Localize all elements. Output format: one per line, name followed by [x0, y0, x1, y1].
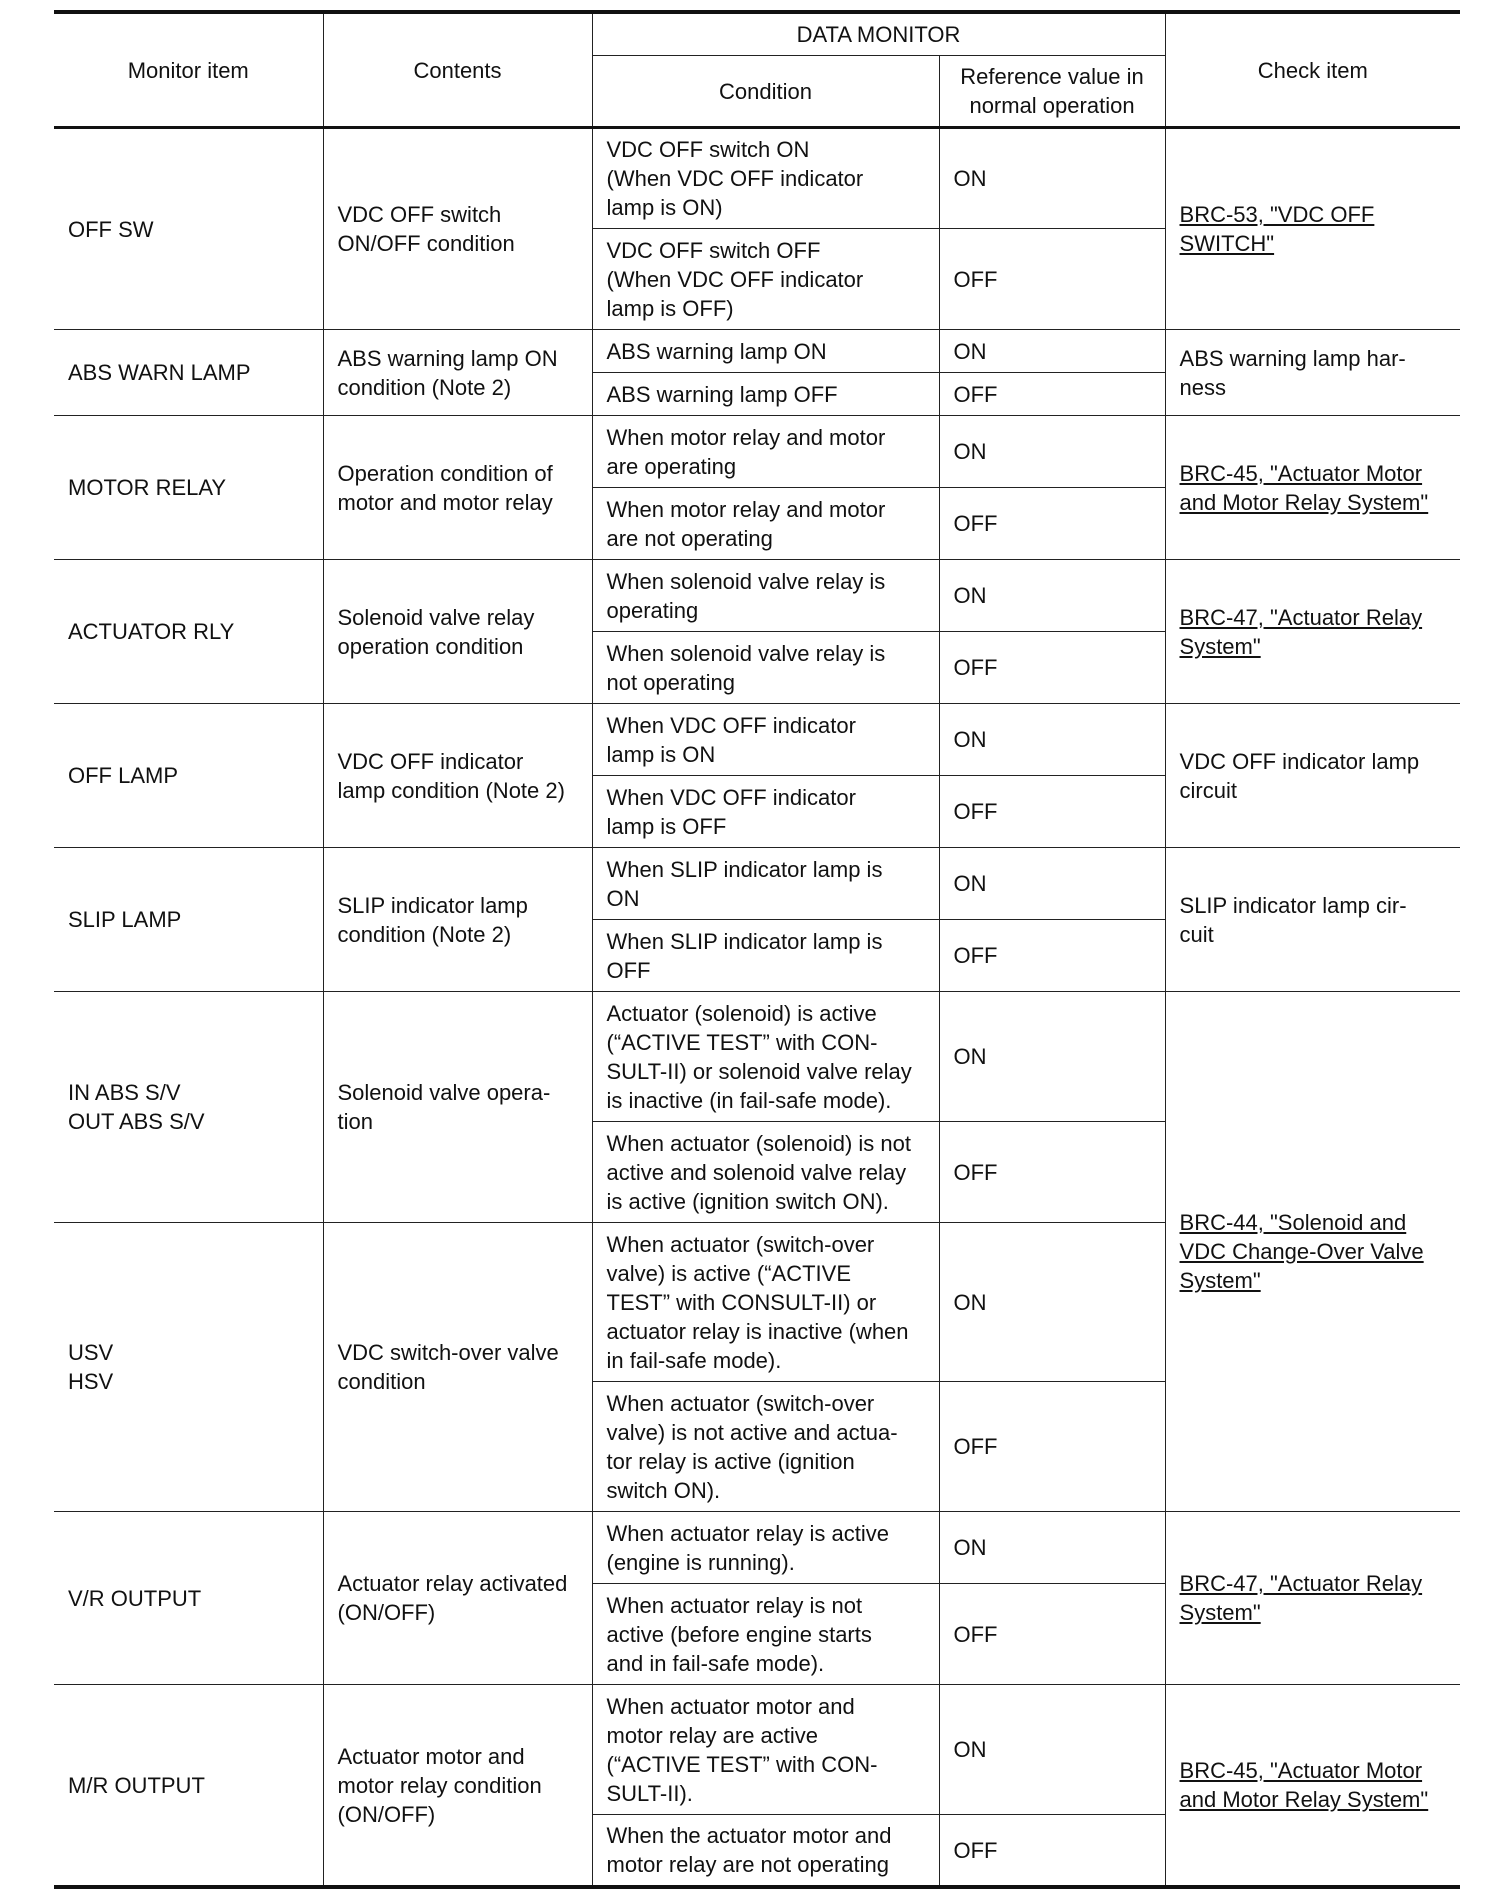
check-item: SLIP indicator lamp cir- cuit	[1165, 848, 1460, 992]
contents: VDC switch-over valve condition	[323, 1223, 592, 1512]
reference-on: ON	[939, 416, 1165, 488]
header-contents: Contents	[323, 12, 592, 128]
check-item-link[interactable]	[1165, 128, 1460, 330]
monitor-item: USV HSV	[54, 1223, 323, 1512]
reference-on: ON	[939, 1512, 1165, 1584]
condition-on: Actuator (solenoid) is active (“ACTIVE TEST” with CON- SULT-II) or solenoid valve relay is inactive (in fail-safe mode).	[592, 992, 939, 1122]
check-link-text[interactable]: BRC-53, "VDC OFF SWITCH"	[1179, 202, 1375, 256]
condition-on: VDC OFF switch ON (When VDC OFF indicator lamp is ON)	[592, 128, 939, 229]
reference-on: ON	[939, 848, 1165, 920]
monitor-item: ACTUATOR RLY	[54, 560, 323, 704]
monitor-item: V/R OUTPUT	[54, 1512, 323, 1685]
reference-off: OFF	[939, 632, 1165, 704]
header-monitor-item: Monitor item	[54, 12, 323, 128]
header-condition: Condition	[592, 56, 939, 128]
check-item-link[interactable]	[1165, 416, 1460, 560]
reference-off: OFF	[939, 1584, 1165, 1685]
reference-on: ON	[939, 992, 1165, 1122]
contents: SLIP indicator lamp condition (Note 2)	[323, 848, 592, 992]
reference-off: OFF	[939, 488, 1165, 560]
condition-off: When SLIP indicator lamp is OFF	[592, 920, 939, 992]
condition-off: When VDC OFF indicator lamp is OFF	[592, 776, 939, 848]
table-row	[54, 992, 1460, 1122]
check-item: VDC OFF indicator lamp circuit	[1165, 704, 1460, 848]
check-item-link[interactable]	[1165, 992, 1460, 1512]
monitor-item: SLIP LAMP	[54, 848, 323, 992]
reference-off: OFF	[939, 920, 1165, 992]
table-row	[54, 330, 1460, 373]
reference-on: ON	[939, 1223, 1165, 1382]
condition-on: When VDC OFF indicator lamp is ON	[592, 704, 939, 776]
monitor-item: OFF SW	[54, 128, 323, 330]
check-link-text[interactable]: BRC-47, "Actuator Relay System"	[1179, 604, 1423, 659]
monitor-item: OFF LAMP	[54, 704, 323, 848]
condition-on: When motor relay and motor are operating	[592, 416, 939, 488]
reference-off: OFF	[939, 776, 1165, 848]
reference-on: ON	[939, 1685, 1165, 1815]
contents: VDC OFF switch ON/OFF condition	[323, 128, 592, 330]
check-item: ABS warning lamp har- ness	[1165, 330, 1460, 416]
contents: Solenoid valve relay operation condition	[323, 560, 592, 704]
condition-off: ABS warning lamp OFF	[592, 373, 939, 416]
condition-on: When actuator (switch-over valve) is active (“ACTIVE TEST” with CONSULT-II) or actuator relay is inactive (when in fail-safe mode).	[592, 1223, 939, 1382]
reference-off: OFF	[939, 1122, 1165, 1223]
table-row	[54, 128, 1460, 229]
reference-off: OFF	[939, 1815, 1165, 1888]
reference-off: OFF	[939, 373, 1165, 416]
header-reference-value: Reference value in normal operation	[939, 56, 1165, 128]
contents: Actuator relay activated (ON/OFF)	[323, 1512, 592, 1685]
check-item-link[interactable]	[1165, 1512, 1460, 1685]
check-link-text[interactable]: BRC-47, "Actuator Relay System"	[1179, 1571, 1423, 1625]
monitor-item: M/R OUTPUT	[54, 1685, 323, 1888]
contents: ABS warning lamp ON condition (Note 2)	[323, 330, 592, 416]
table-row	[54, 1685, 1460, 1815]
data-monitor-table	[54, 10, 1460, 1889]
table-row	[54, 416, 1460, 488]
table-row	[54, 848, 1460, 920]
condition-off: VDC OFF switch OFF (When VDC OFF indicator lamp is OFF)	[592, 229, 939, 330]
contents: Operation condition of motor and motor relay	[323, 416, 592, 560]
condition-off: When actuator (solenoid) is not active and solenoid valve relay is active (ignition switch ON).	[592, 1122, 939, 1223]
reference-off: OFF	[939, 229, 1165, 330]
check-item-link[interactable]	[1165, 560, 1460, 704]
check-item-link[interactable]	[1165, 1685, 1460, 1888]
monitor-item: MOTOR RELAY	[54, 416, 323, 560]
condition-off: When actuator (switch-over valve) is not active and actua- tor relay is active (ignition switch ON).	[592, 1382, 939, 1512]
header-data-monitor: DATA MONITOR	[592, 12, 1165, 56]
condition-on: When actuator motor and motor relay are active (“ACTIVE TEST” with CON- SULT-II).	[592, 1685, 939, 1815]
contents: VDC OFF indicator lamp condition (Note 2)	[323, 704, 592, 848]
contents: Solenoid valve opera- tion	[323, 992, 592, 1223]
monitor-item: ABS WARN LAMP	[54, 330, 323, 416]
header-check-item: Check item	[1165, 12, 1460, 128]
check-link-text[interactable]: BRC-45, "Actuator Motor and Motor Relay System"	[1179, 1758, 1429, 1812]
reference-on: ON	[939, 128, 1165, 229]
condition-off: When the actuator motor and motor relay are not operating	[592, 1815, 939, 1888]
condition-off: When actuator relay is not active (before engine starts and in fail-safe mode).	[592, 1584, 939, 1685]
reference-on: ON	[939, 330, 1165, 373]
table-row	[54, 1512, 1460, 1584]
condition-off: When solenoid valve relay is not operating	[592, 632, 939, 704]
monitor-item: IN ABS S/V OUT ABS S/V	[54, 992, 323, 1223]
table-row	[54, 704, 1460, 776]
condition-on: When actuator relay is active (engine is running).	[592, 1512, 939, 1584]
condition-on: When SLIP indicator lamp is ON	[592, 848, 939, 920]
table-row	[54, 560, 1460, 632]
reference-off: OFF	[939, 1382, 1165, 1512]
check-link-text[interactable]: BRC-45, "Actuator Motor and Motor Relay System"	[1179, 460, 1429, 515]
reference-on: ON	[939, 560, 1165, 632]
condition-off: When motor relay and motor are not operating	[592, 488, 939, 560]
reference-on: ON	[939, 704, 1165, 776]
check-link-text[interactable]: BRC-44, "Solenoid and VDC Change-Over Valve System"	[1179, 1210, 1424, 1293]
condition-on: When solenoid valve relay is operating	[592, 560, 939, 632]
contents: Actuator motor and motor relay condition (ON/OFF)	[323, 1685, 592, 1888]
condition-on: ABS warning lamp ON	[592, 330, 939, 373]
